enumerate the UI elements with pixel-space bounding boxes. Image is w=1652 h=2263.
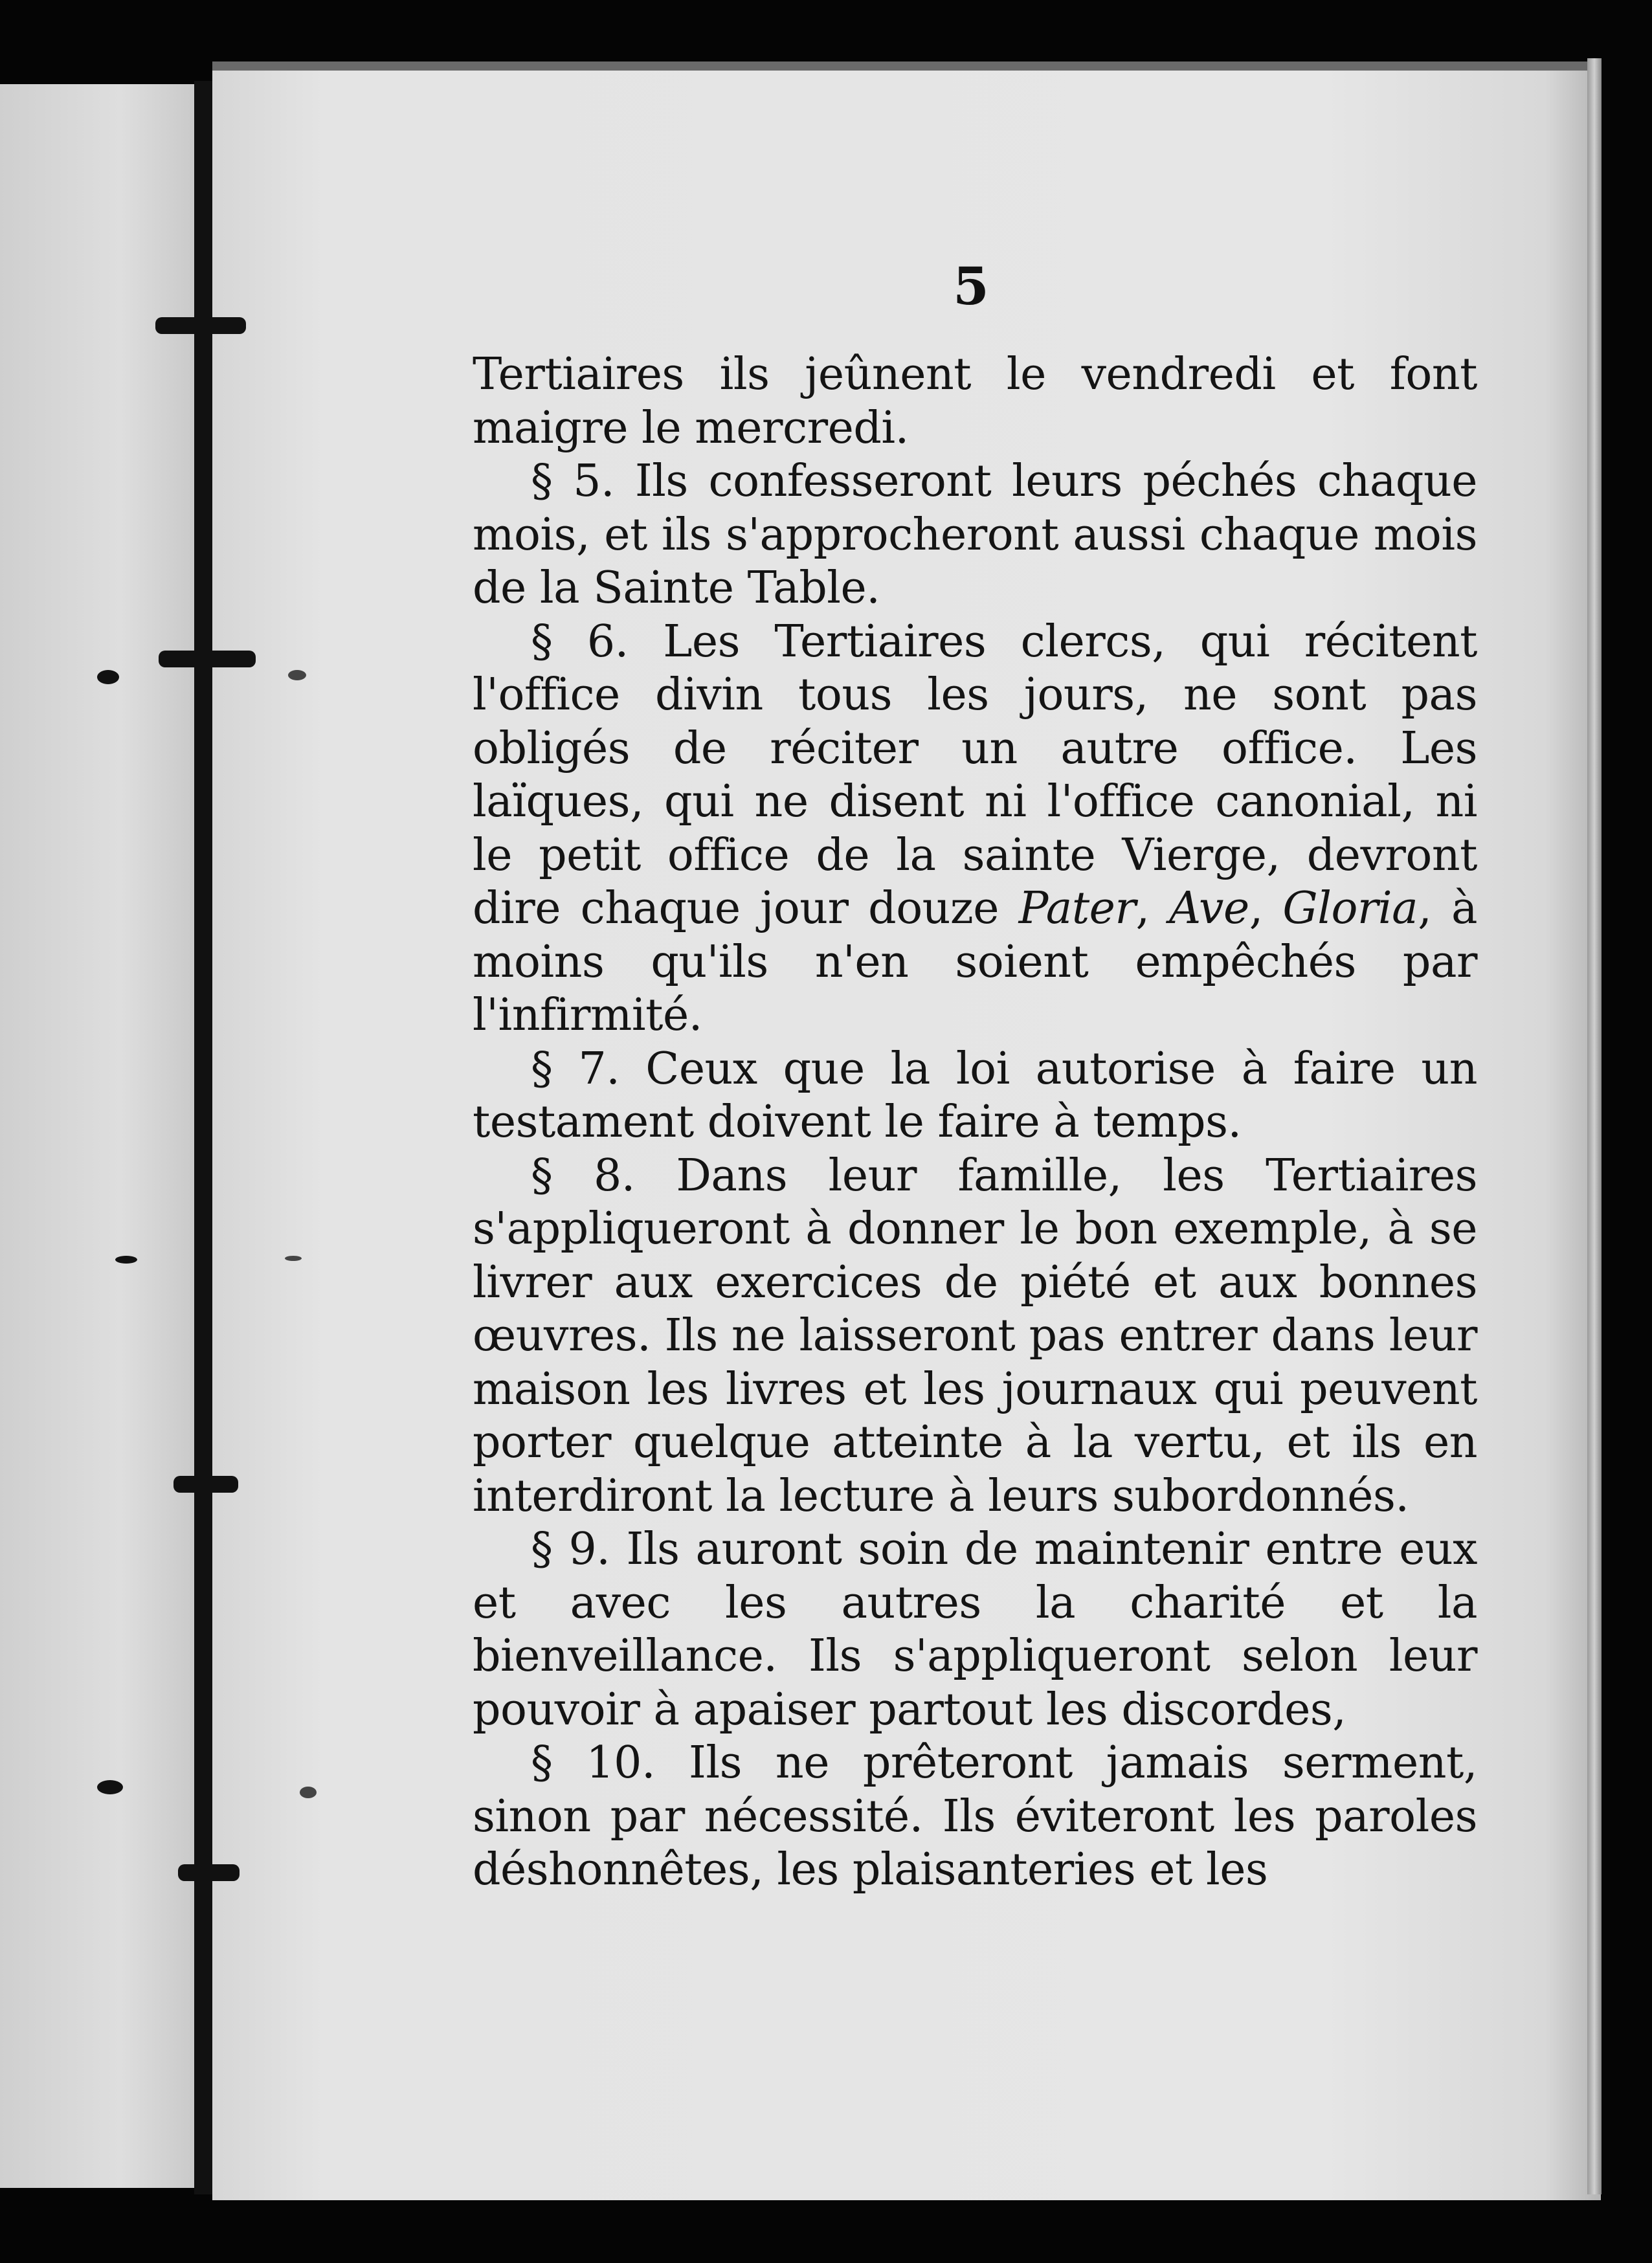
article-6-text: § 6. Les Tertiaires clercs, qui récitent l'office divin tous les jours, ne sont pas obligés de réciter un autre office. Les laïques, qui ne disent ni l'office canonial, ni le petit office de la sainte Vierge, devront dire chaque jour douze	[473, 616, 1477, 934]
paragraph-article-8: § 8. Dans leur famille, les Tertiaires s'appliqueront à donner le bon exemple, à se livrer aux exercices de piété et aux bonnes œuvres. Ils ne laisseront pas entrer dans leur maison les livres et les journaux qui peuvent porter quelque atteinte à la vertu, et ils en interdiront la lecture à leurs subordonnés.	[473, 1150, 1477, 1522]
binding-stitch	[173, 1476, 238, 1493]
ink-speck	[285, 1256, 302, 1261]
article-6-text-end: , à moins qu'ils n'en soient empêchés par l'infirmité.	[473, 883, 1477, 1041]
prayer-gloria: Gloria	[1282, 883, 1418, 934]
binding-stitch	[178, 1864, 240, 1881]
paragraph-article-10: § 10. Ils ne prêteront jamais serment, sinon par nécessité. Ils éviteront les paroles déshonnêtes, les plaisanteries et les	[473, 1737, 1477, 1895]
body-text	[473, 348, 1477, 1897]
paragraph-article-9: § 9. Ils auront soin de maintenir entre eux et avec les autres la charité et la bienveillance. Ils s'appliqueront selon leur pouvoir à apaiser partout les discordes,	[473, 1524, 1477, 1735]
paragraph-article-7: § 7. Ceux que la loi autorise à faire un testament doivent le faire à temps.	[473, 1043, 1477, 1148]
page-fore-edge	[1587, 58, 1602, 2194]
prayer-pater: Pater	[1018, 883, 1136, 934]
left-page-edge	[0, 84, 201, 2188]
paragraph-continuation: Tertiaires ils jeûnent le vendredi et font maigre le mercredi.	[473, 349, 1477, 454]
binding-stitch	[159, 651, 256, 667]
paragraph-article-6	[473, 616, 1477, 1043]
separator: ,	[1249, 883, 1283, 934]
separator: ,	[1135, 883, 1170, 934]
page-number: 5	[953, 256, 989, 317]
ink-speck	[97, 1780, 123, 1794]
ink-speck	[288, 670, 306, 680]
ink-speck	[97, 670, 119, 684]
binding-stitch	[155, 317, 246, 334]
ink-speck	[300, 1787, 317, 1798]
prayer-ave: Ave	[1169, 883, 1249, 934]
paragraph-article-5: § 5. Ils confesseront leurs péchés chaque mois, et ils s'approcheront aussi chaque mois de la Sainte Table.	[473, 456, 1477, 614]
ink-speck	[115, 1256, 137, 1264]
